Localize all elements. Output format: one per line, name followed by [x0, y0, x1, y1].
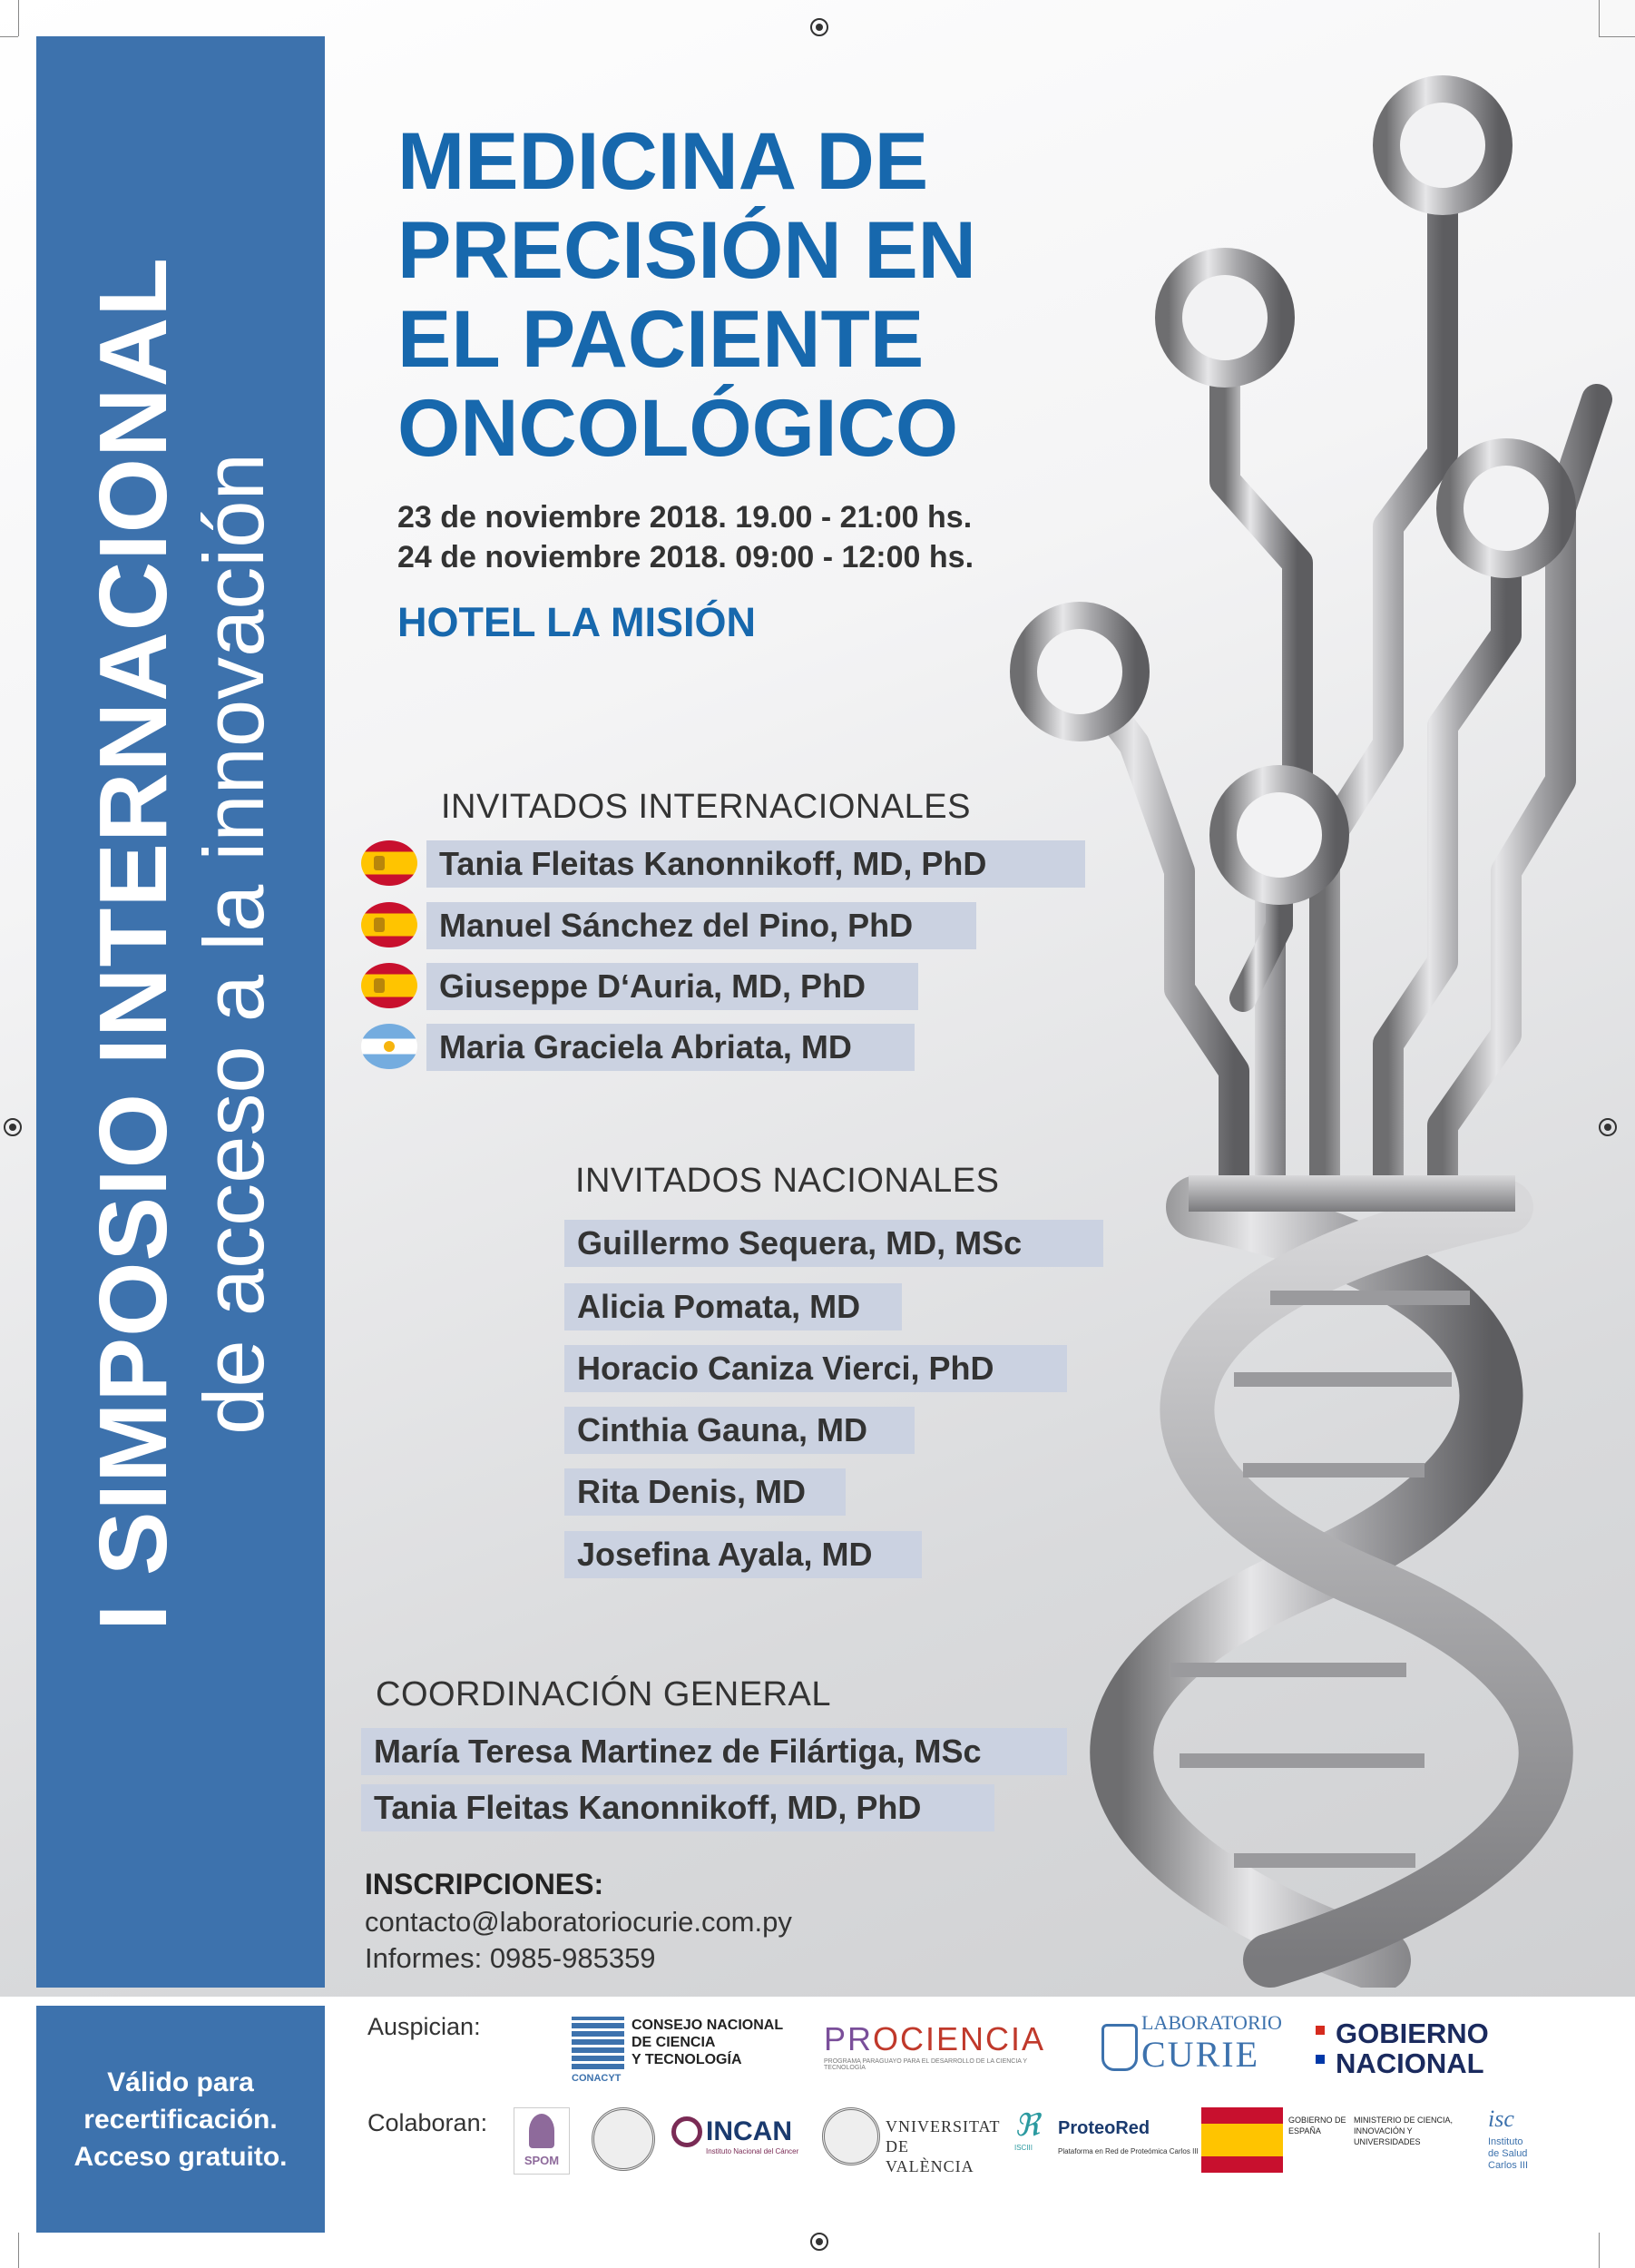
guest-name: Manuel Sánchez del Pino, PhD [426, 902, 976, 949]
curie-main: CURIE [1141, 2034, 1259, 2075]
title-line: EL PACIENTE [397, 293, 925, 384]
argentina-flag-icon [361, 1024, 417, 1069]
flag-square-icon [1316, 2055, 1325, 2064]
sidebar-panel [36, 36, 325, 1988]
gobierno-text [1336, 2018, 1489, 2078]
valid-box [36, 2006, 325, 2233]
incan-mark-icon [671, 2116, 702, 2147]
title-line: MEDICINA DE [397, 115, 929, 206]
title-line: PRECISIÓN EN [397, 204, 976, 295]
guest-name: Cinthia Gauna, MD [564, 1407, 915, 1454]
ministerio-gob: GOBIERNO DE ESPAÑA [1288, 2116, 1346, 2135]
microscope-icon [1101, 2024, 1138, 2071]
conacyt-mark-icon [572, 2017, 624, 2069]
spom-text: SPOM [524, 2154, 560, 2167]
page-title [397, 116, 976, 472]
sidebar-title [80, 257, 281, 1631]
date-line: 23 de noviembre 2018. 19.00 - 21:00 hs. [397, 500, 973, 535]
valencia-seal-icon [822, 2107, 880, 2165]
proteored-logo [1014, 2107, 1199, 2171]
guest-name: Alicia Pomata, MD [564, 1283, 902, 1330]
crop-mark [18, 2233, 19, 2268]
valencia-line: VNIVERSITAT [886, 2117, 1001, 2135]
isciii-logo [1488, 2106, 1588, 2178]
valencia-text [886, 2116, 1001, 2176]
tree-icon [529, 2114, 554, 2148]
laboratorio-curie-logo [1101, 2006, 1283, 2078]
crop-mark [0, 36, 18, 37]
guest-name: Josefina Ayala, MD [564, 1531, 922, 1578]
guest-name: Tania Fleitas Kanonnikoff, MD, PhD [426, 840, 1085, 888]
conacyt-line: CONSEJO NACIONAL [631, 2018, 784, 2033]
coordination-label: COORDINACIÓN GENERAL [376, 1675, 831, 1713]
conacyt-line: DE CIENCIA [631, 2035, 716, 2050]
title-line: ONCOLÓGICO [397, 382, 959, 473]
coordinator-name: Tania Fleitas Kanonnikoff, MD, PhD [361, 1784, 994, 1831]
venue: HOTEL LA MISIÓN [397, 599, 757, 645]
auspician-label: Auspician: [367, 2013, 481, 2040]
date-line: 24 de noviembre 2018. 09:00 - 12:00 hs. [397, 540, 974, 574]
prociencia-subtitle: PROGRAMA PARAGUAYO PARA EL DESARROLLO DE LA CIENCIA Y TECNOLOGÍA [824, 2058, 1027, 2071]
spain-flag-icon [361, 902, 417, 947]
conacyt-abbr: CONACYT [572, 2073, 622, 2084]
curie-top: LABORATORIO [1141, 2011, 1282, 2034]
proc-o: O [873, 2020, 901, 2057]
crop-mark [1599, 0, 1600, 36]
registration-mark [810, 18, 828, 36]
national-guests-label: INVITADOS NACIONALES [575, 1162, 1000, 1200]
ministerio-ciencia-logo [1201, 2107, 1483, 2173]
isciii-line: de Salud [1488, 2148, 1528, 2159]
spain-flag-icon [361, 840, 417, 886]
guest-name: Giuseppe D‘Auria, MD, PhD [426, 963, 918, 1010]
prociencia-logo [824, 2020, 1046, 2075]
event-dates [397, 497, 974, 577]
isciii-mark: isc [1488, 2106, 1514, 2132]
crop-mark [18, 0, 19, 36]
contact-phone: Informes: 0985-985359 [365, 1942, 656, 1974]
spain-flag-icon [361, 963, 417, 1008]
university-seal-icon [592, 2107, 655, 2171]
international-guests-label: INVITADOS INTERNACIONALES [441, 788, 972, 826]
incan-subtitle: Instituto Nacional del Cáncer [706, 2147, 799, 2155]
valid-line: Válido para [107, 2067, 254, 2097]
colaboran-label: Colaboran: [367, 2109, 488, 2136]
flag-square-icon [1316, 2026, 1325, 2035]
dna-circuit-illustration [998, 54, 1615, 1988]
guest-name: Guillermo Sequera, MD, MSc [564, 1220, 1103, 1267]
conacyt-logo [572, 2017, 798, 2089]
isciii-text [1488, 2136, 1528, 2172]
ministerio-name: MINISTERIO DE CIENCIA, INNOVACIÓN Y UNIVERSIDADES [1354, 2116, 1454, 2146]
symposium-subtitle: de acceso a la innovación [186, 453, 281, 1435]
sidebar-title-wrap [36, 36, 325, 1988]
valid-line: recertificación. [83, 2104, 278, 2135]
registration-mark [810, 2233, 828, 2251]
crop-mark [1599, 2233, 1600, 2268]
valencia-line: DE VALÈNCIA [886, 2137, 974, 2175]
incan-logo [671, 2116, 798, 2171]
proc-pr: PR [824, 2020, 874, 2057]
conacyt-line: Y TECNOLOGÍA [631, 2052, 742, 2067]
spom-logo [514, 2107, 570, 2175]
conacyt-text [631, 2017, 783, 2068]
guest-name: Maria Graciela Abriata, MD [426, 1024, 915, 1071]
proc-rest: CIENCIA [900, 2020, 1046, 2057]
gobierno-nacional-logo [1316, 2018, 1533, 2082]
isciii-line: Instituto [1488, 2136, 1523, 2147]
inscriptions-heading: INSCRIPCIONES: [365, 1868, 604, 1900]
valid-line: Acceso gratuito. [73, 2141, 288, 2172]
crop-mark [1599, 36, 1635, 37]
incan-name: INCAN [706, 2116, 792, 2146]
proteored-subtitle: Plataforma en Red de Proteómica Carlos III [1058, 2147, 1199, 2155]
guest-name: Horacio Caniza Vierci, PhD [564, 1345, 1067, 1392]
gobierno-line: GOBIERNO [1336, 2018, 1489, 2049]
registration-mark [4, 1118, 22, 1136]
isciii-line: Carlos III [1488, 2160, 1529, 2171]
universitat-valencia-logo [822, 2107, 1001, 2175]
prociencia-wordmark [824, 2020, 1046, 2058]
proteored-mark: ℜ [1014, 2109, 1040, 2143]
symposium-name: I SIMPOSIO INTERNACIONAL [80, 257, 187, 1631]
spain-flag-icon [1201, 2107, 1283, 2173]
contact-email: contacto@laboratoriocurie.com.py [365, 1906, 792, 1938]
guest-name: Rita Denis, MD [564, 1468, 846, 1516]
proteored-name: ProteoRed [1058, 2118, 1150, 2138]
coordinator-name: María Teresa Martinez de Filártiga, MSc [361, 1728, 1067, 1775]
proteored-mark-text: ISCIII [1014, 2144, 1033, 2152]
gobierno-line: NACIONAL [1336, 2047, 1484, 2079]
